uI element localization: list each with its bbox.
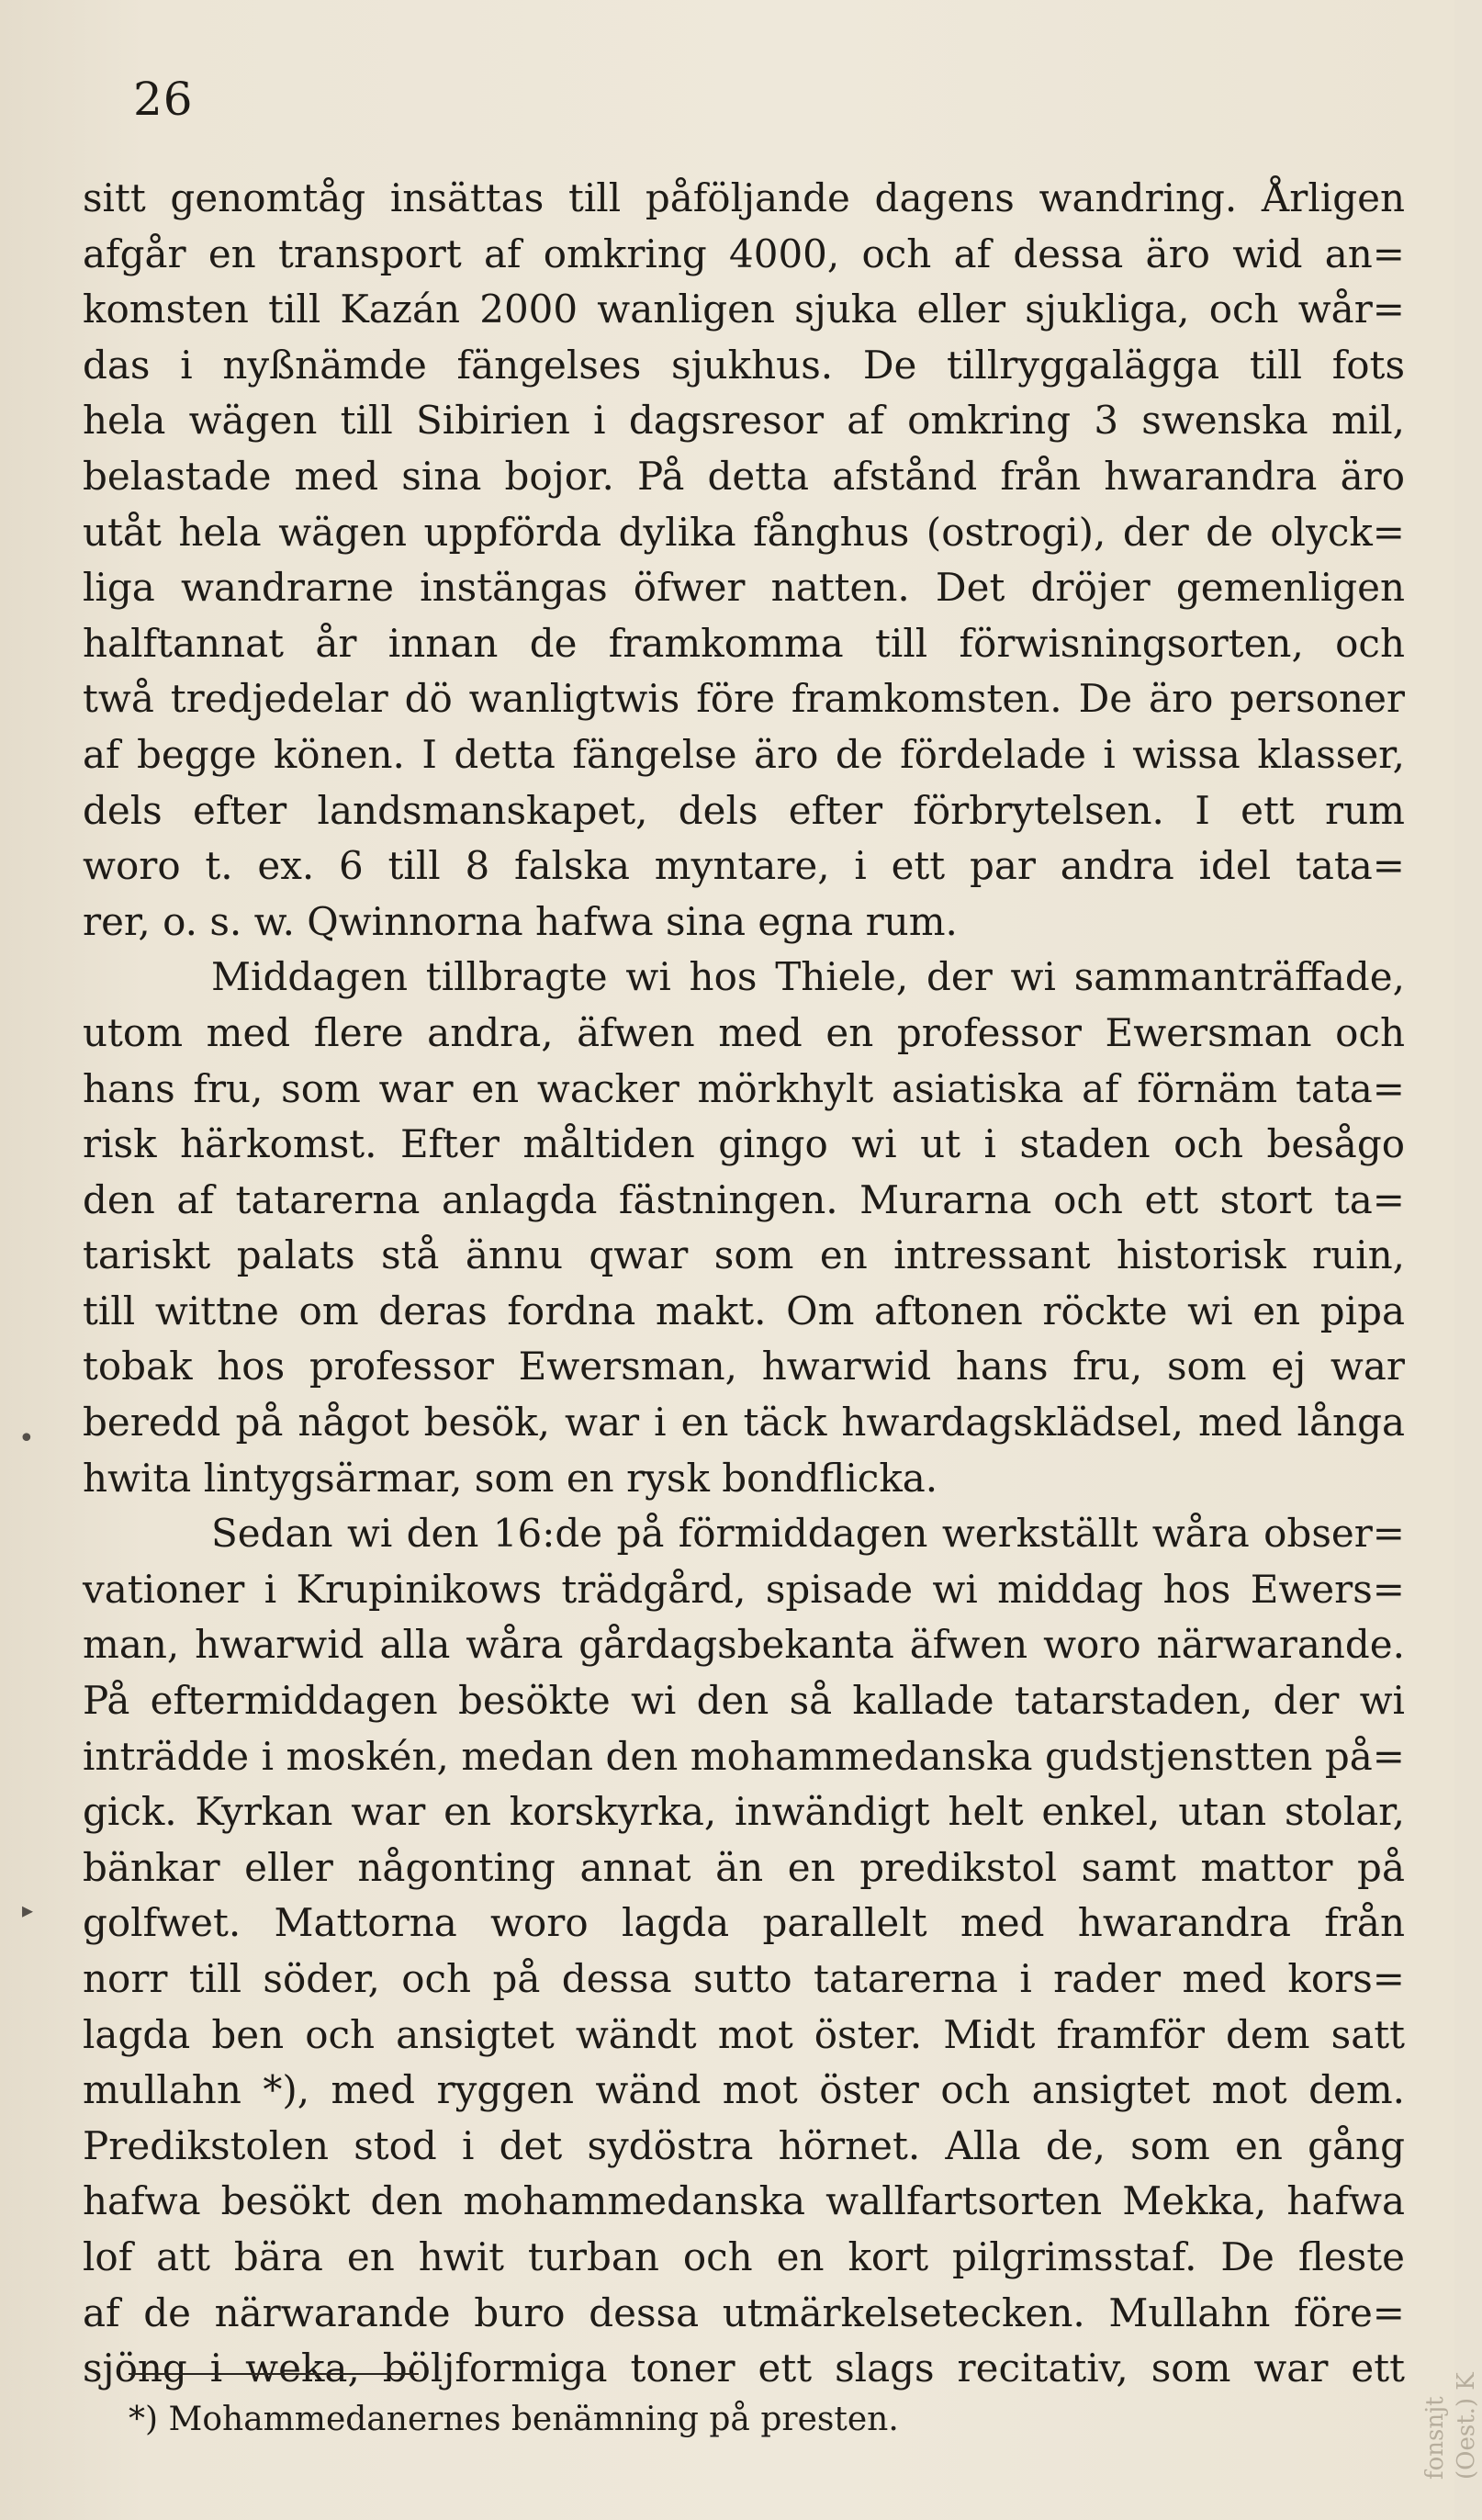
text-line: Predikstolen stod i det sydöstra hörnet. Alla de, som en gång bbox=[83, 2122, 1405, 2168]
text-line: man, hwarwid alla wåra gårdagsbekanta äfwen woro närwarande. bbox=[83, 1622, 1405, 1668]
text-line: liga wandrarne instängas öfwer natten. Det dröjer gemenligen bbox=[83, 565, 1405, 611]
text-line: den af tatarerna anlagda fästningen. Murarna och ett stort ta= bbox=[83, 1176, 1405, 1222]
text-line: tobak hos professor Ewersman, hwarwid hans fru, som ej war bbox=[83, 1344, 1405, 1389]
text-line: komsten till Kazán 2000 wanligen sjuka eller sjukliga, och wår= bbox=[83, 287, 1405, 332]
bleed-through-text: fonsnjt (Oest.) K bbox=[1421, 2372, 1480, 2480]
text-line: vationer i Krupinikows trädgård, spisade wi middag hos Ewers= bbox=[83, 1566, 1405, 1612]
text-line: norr till söder, och på dessa sutto tatarerna i rader med kors= bbox=[83, 1956, 1405, 2001]
text-line: hela wägen till Sibirien i dagsresor af omkring 3 swenska mil, bbox=[83, 398, 1405, 444]
text-line: lof att bära en hwit turban och en kort pilgrimsstaf. De fleste bbox=[83, 2233, 1405, 2279]
text-line: woro t. ex. 6 till 8 falska myntare, i ett par andra idel tata= bbox=[83, 843, 1405, 889]
text-line: golfwet. Mattorna woro lagda parallelt med hwarandra från bbox=[83, 1900, 1405, 1946]
text-line: bänkar eller någonting annat än en predikstol samt mattor på bbox=[83, 1844, 1405, 1890]
text-line: risk härkomst. Efter måltiden gingo wi ut i staden och besågo bbox=[83, 1121, 1405, 1167]
footnote-divider bbox=[129, 2373, 419, 2375]
margin-triangle-icon: ▸ bbox=[22, 1897, 34, 1923]
text-line: hwita lintygsärmar, som en rysk bondflicka. bbox=[83, 1455, 938, 1501]
text-line: Middagen tillbragte wi hos Thiele, der wi sammanträffade, bbox=[211, 954, 1405, 1000]
text-line: utåt hela wägen uppförda dylika fånghus (ostrogi), der de olyck= bbox=[83, 509, 1405, 555]
text-line: af de närwarande buro dessa utmärkelsetecken. Mullahn före= bbox=[83, 2289, 1405, 2335]
footnote: *) Mohammedanernes benämning på presten. bbox=[129, 2401, 899, 2438]
text-line: beredd på något besök, war i en täck hwardagsklädsel, med långa bbox=[83, 1400, 1405, 1446]
text-line: das i nyßnämde fängelses sjukhus. De tillryggalägga till fots bbox=[83, 342, 1405, 388]
page-number: 26 bbox=[133, 73, 194, 126]
text-line: utom med flere andra, äfwen med en professor Ewersman och bbox=[83, 1009, 1405, 1055]
text-line: twå tredjedelar dö wanligtwis före framkomsten. De äro personer bbox=[83, 676, 1405, 722]
text-line: hans fru, som war en wacker mörkhylt asiatiska af förnäm tata= bbox=[83, 1065, 1405, 1111]
body-text bbox=[83, 171, 1405, 2397]
text-line: inträdde i moskén, medan den mohammedanska gudstjenstten på= bbox=[83, 1733, 1405, 1779]
margin-dot-icon: • bbox=[18, 1423, 35, 1455]
text-line: gick. Kyrkan war en korskyrka, inwändigt helt enkel, utan stolar, bbox=[83, 1789, 1405, 1835]
text-line: dels efter landsmanskapet, dels efter förbrytelsen. I ett rum bbox=[83, 787, 1405, 833]
text-line: På eftermiddagen besökte wi den så kallade tatarstaden, der wi bbox=[83, 1678, 1405, 1724]
text-line: belastade med sina bojor. På detta afstånd från hwarandra äro bbox=[83, 453, 1405, 499]
text-line: tariskt palats stå ännu qwar som en intressant historisk ruin, bbox=[83, 1232, 1405, 1278]
text-line: rer, o. s. w. Qwinnorna hafwa sina egna rum. bbox=[83, 898, 958, 944]
text-line: till wittne om deras fordna makt. Om aftonen röckte wi en pipa bbox=[83, 1288, 1405, 1333]
text-line: hafwa besökt den mohammedanska wallfartsorten Mekka, hafwa bbox=[83, 2178, 1405, 2224]
text-line: lagda ben och ansigtet wändt mot öster. Midt framför dem satt bbox=[83, 2011, 1405, 2057]
text-line: sitt genomtåg insättas till påföljande dagens wandring. Årligen bbox=[83, 175, 1405, 220]
text-line: Sedan wi den 16:de på förmiddagen werkställt wåra obser= bbox=[211, 1511, 1405, 1557]
text-line: sjöng i weka, böljformiga toner ett slags recitativ, som war ett bbox=[83, 2346, 1405, 2391]
text-line: afgår en transport af omkring 4000, och af dessa äro wid an= bbox=[83, 231, 1405, 276]
text-line: halftannat år innan de framkomma till förwisningsorten, och bbox=[83, 620, 1405, 666]
text-line: mullahn *), med ryggen wänd mot öster och ansigtet mot dem. bbox=[83, 2067, 1405, 2113]
text-line: af begge könen. I detta fängelse äro de fördelade i wissa klasser, bbox=[83, 731, 1405, 777]
